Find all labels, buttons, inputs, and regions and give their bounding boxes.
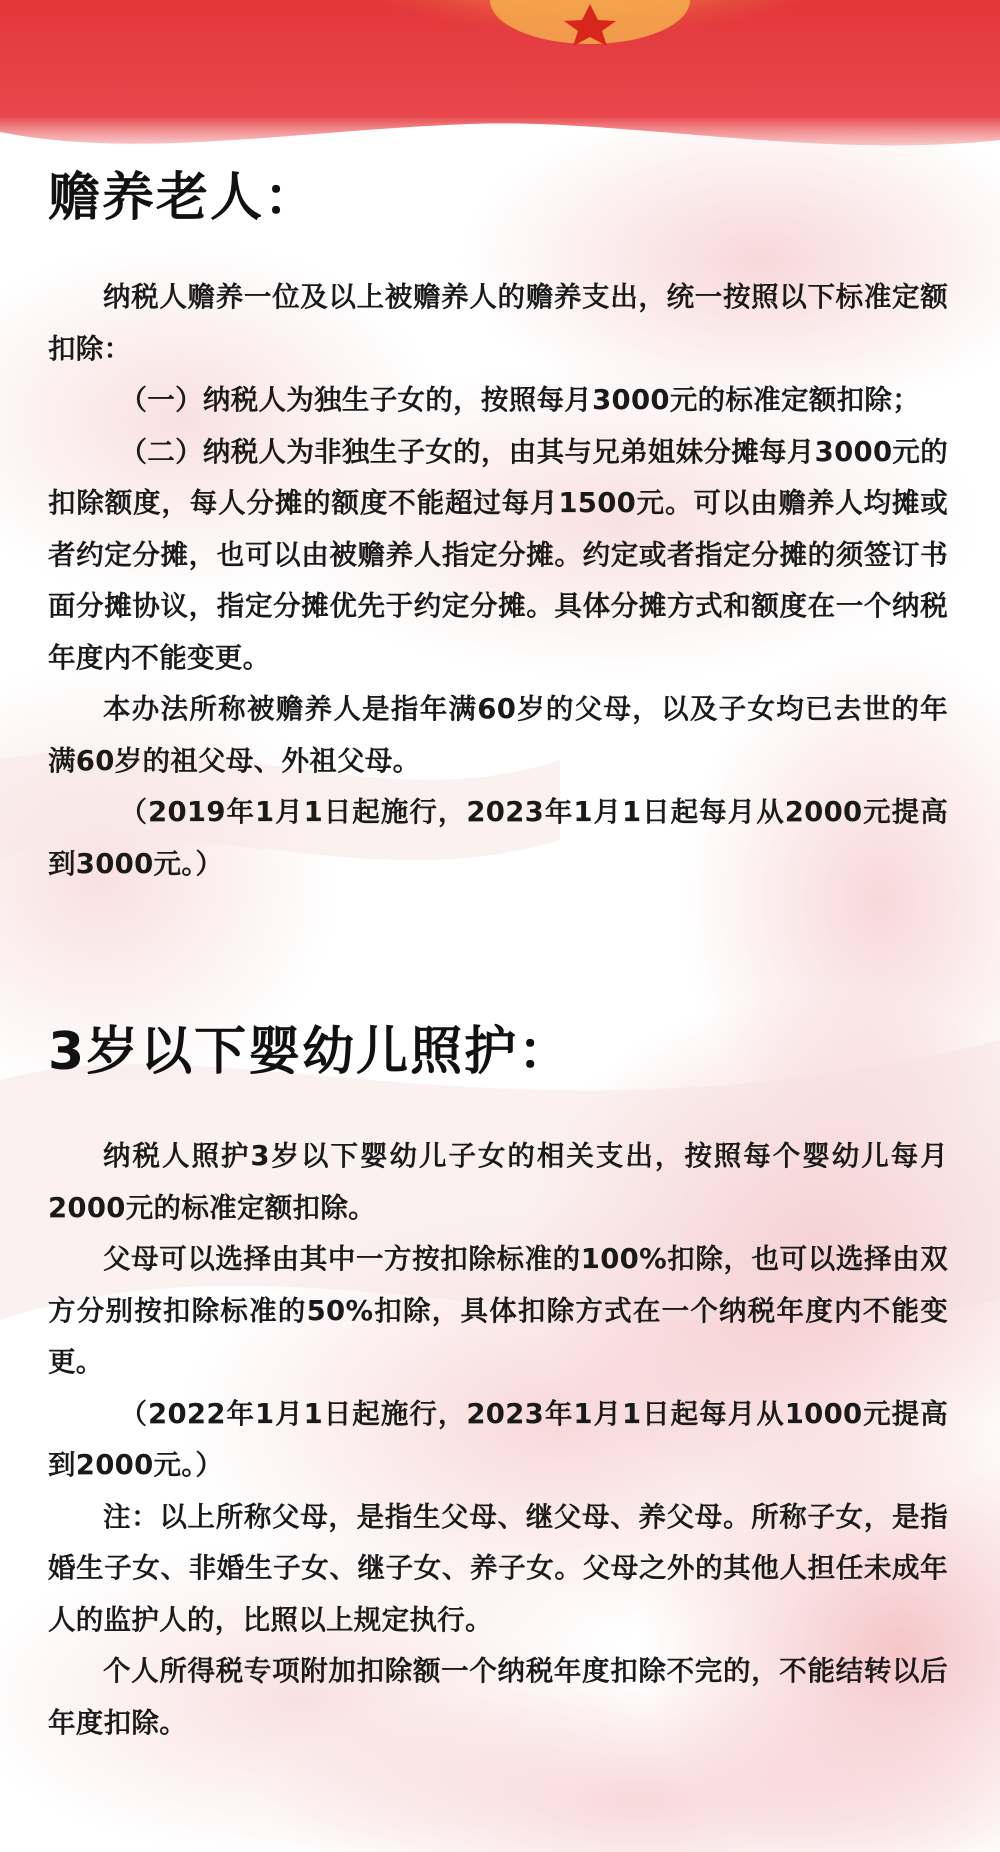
top-red-banner: [0, 0, 1000, 165]
paragraph-note: （2022年1月1日起施行，2023年1月1日起每月从1000元提高到2000元。）: [48, 1397, 948, 1481]
section-body-elderly-support: [48, 272, 948, 890]
paragraph: （一）纳税人为独生子女的，按照每月3000元的标准定额扣除；: [119, 384, 921, 416]
paragraph: 个人所得税专项附加扣除额一个纳税年度扣除不完的，不能结转以后年度扣除。: [48, 1655, 948, 1739]
paragraph-annotation: 注：以上所称父母，是指生父母、继父母、养父母。所称子女，是指婚生子女、非婚生子女、继子女、养子女。父母之外的其他人担任未成年人的监护人的，比照以上规定执行。: [48, 1500, 948, 1636]
paragraph: 纳税人照护3岁以下婴幼儿子女的相关支出，按照每个婴幼儿每月2000元的标准定额扣除。: [48, 1140, 948, 1224]
section-heading-infant-care: 3岁以下婴幼儿照护：: [48, 1022, 573, 1082]
paragraph: 本办法所称被赡养人是指年满60岁的父母，以及子女均已去世的年满60岁的祖父母、外祖父母。: [48, 693, 948, 777]
paragraph-note: （2019年1月1日起施行，2023年1月1日起每月从2000元提高到3000元。）: [48, 796, 948, 880]
section-heading-elderly-support: 赡养老人：: [48, 168, 319, 228]
section-body-infant-care: [48, 1131, 948, 1749]
paragraph: 父母可以选择由其中一方按扣除标准的100%扣除，也可以选择由双方分别按扣除标准的50%扣除，具体扣除方式在一个纳税年度内不能变更。: [48, 1243, 948, 1378]
paragraph: 纳税人赡养一位及以上被赡养人的赡养支出，统一按照以下标准定额扣除：: [48, 281, 948, 365]
paragraph: （二）纳税人为非独生子女的，由其与兄弟姐妹分摊每月3000元的扣除额度，每人分摊的额度不能超过每月1500元。可以由赡养人均摊或者约定分摊，也可以由被赡养人指定分摊。约定或者指定分摊的须签订书面分摊协议，指定分摊优先于约定分摊。具体分摊方式和额度在一个纳税年度内不能变更。: [48, 435, 948, 674]
